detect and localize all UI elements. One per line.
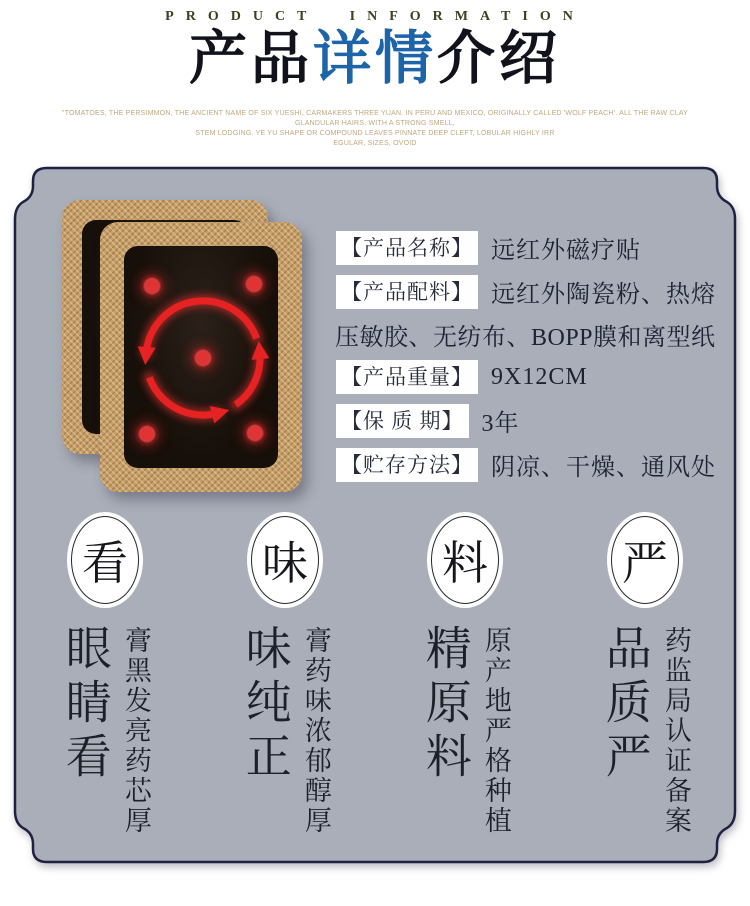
spec-label: 【产品配料】 bbox=[336, 275, 478, 309]
feature-smell bbox=[195, 624, 375, 836]
spec-label: 【产品重量】 bbox=[336, 360, 478, 394]
feature-strict bbox=[555, 624, 735, 836]
feature-desc: 药监局认证备案 bbox=[660, 626, 691, 836]
badge-cell bbox=[195, 512, 375, 608]
feature-title: 品质严 bbox=[599, 624, 651, 786]
feature-desc: 膏黑发亮药芯厚 bbox=[120, 626, 151, 836]
badge-cell bbox=[15, 512, 195, 608]
spec-label: 【产品名称】 bbox=[336, 231, 478, 265]
badge-char: 味 bbox=[262, 538, 308, 589]
spec-row-shelf-life bbox=[336, 403, 734, 438]
spec-value: 远红外陶瓷粉、热熔 bbox=[491, 282, 716, 308]
title-part-2: 详情 bbox=[312, 26, 437, 91]
feature-title: 味纯正 bbox=[239, 624, 291, 786]
subtext-line: "TOMATOES, THE PERSIMMON, THE ANCIENT NAME OF SIX YUESHI, CARMAKERS THREE YUAN. IN PERU AND MEXICO, ORIGINALLY CALLED 'WOLF PEACH'. ALL THE RAW CLAY GLANDULAR HAIRS, WITH A STRONG SMELL, bbox=[61, 110, 689, 127]
spec-list bbox=[336, 230, 734, 491]
title-part-1: 产品 bbox=[188, 26, 313, 91]
spec-row-storage bbox=[336, 447, 734, 482]
spec-value: 远红外磁疗贴 bbox=[491, 238, 641, 264]
feature-badge-row bbox=[15, 512, 735, 608]
spec-value: 阴凉、干燥、通风处 bbox=[491, 455, 716, 481]
badge-strict bbox=[607, 512, 683, 608]
badge-char: 严 bbox=[622, 538, 668, 589]
patch-core bbox=[124, 246, 278, 468]
eyebrow-text: PRODUCT INFORMATION bbox=[165, 9, 585, 24]
feature-material bbox=[375, 624, 555, 836]
feature-look bbox=[15, 624, 195, 836]
feature-desc: 原产地严格种植 bbox=[480, 626, 511, 836]
spec-label: 【保 质 期】 bbox=[336, 404, 469, 438]
badge-smell bbox=[247, 512, 323, 608]
feature-text-row bbox=[15, 624, 735, 836]
spec-value: 3年 bbox=[481, 411, 520, 437]
badge-material bbox=[427, 512, 503, 608]
spec-row-name bbox=[336, 230, 734, 265]
title-part-3: 介绍 bbox=[437, 26, 562, 91]
subtext-line: EGULAR, SIZES, OVOID bbox=[333, 140, 417, 147]
badge-look bbox=[67, 512, 143, 608]
feature-title: 精原料 bbox=[419, 624, 471, 786]
spec-row-ingredients bbox=[336, 274, 734, 309]
badge-char: 料 bbox=[442, 538, 488, 589]
spec-row-size bbox=[336, 360, 734, 394]
feature-title: 眼睛看 bbox=[59, 624, 111, 786]
badge-char: 看 bbox=[82, 538, 128, 589]
spec-value-continued: 压敏胶、无纺布、BOPP膜和离型纸 bbox=[335, 325, 716, 351]
badge-cell bbox=[555, 512, 735, 608]
therapy-patch-front bbox=[100, 222, 302, 492]
badge-cell bbox=[375, 512, 555, 608]
feature-desc: 膏药味浓郁醇厚 bbox=[300, 626, 331, 836]
spec-value: 9X12CM bbox=[491, 363, 588, 390]
subtext-line: STEM LODGING. YE YU SHAPE OR COMPOUND LEAVES PINNATE DEEP CLEFT, LOBULAR HIGHLY IRR bbox=[195, 130, 555, 137]
rotation-arrows-icon bbox=[123, 278, 283, 438]
spec-label: 【贮存方法】 bbox=[336, 448, 478, 482]
